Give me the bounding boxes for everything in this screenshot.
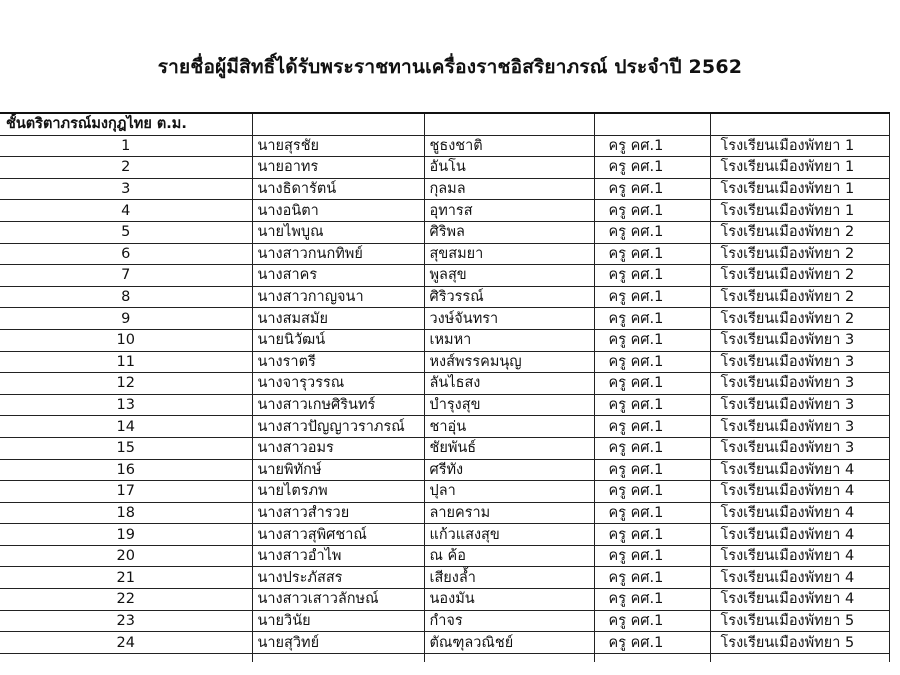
first-name-cell: นางประภัสสร: [252, 567, 424, 589]
last-name-cell: ชูธงชาติ: [424, 135, 594, 157]
position-cell: ครู คศ.1: [594, 394, 710, 416]
position-cell: ครู คศ.1: [594, 200, 710, 222]
row-number-cell: 1: [0, 135, 252, 157]
last-name-cell: ลายคราม: [424, 502, 594, 524]
position-cell: ครู คศ.1: [594, 329, 710, 351]
table-row: [0, 221, 889, 243]
school-name-cell: โรงเรียนเมืองพัทยา 4: [710, 567, 889, 589]
first-name-cell: นางสาวเสาวลักษณ์: [252, 589, 424, 611]
school-name-cell: โรงเรียนเมืองพัทยา 3: [710, 416, 889, 438]
school-name-cell: โรงเรียนเมืองพัทยา 1: [710, 157, 889, 179]
last-name-cell: แก้วแสงสุข: [424, 524, 594, 546]
position-cell: ครู คศ.1: [594, 178, 710, 200]
table-row: [0, 351, 889, 373]
row-number-cell: 23: [0, 610, 252, 632]
row-number-cell: 2: [0, 157, 252, 179]
school-name-cell: โรงเรียนเมืองพัทยา 5: [710, 632, 889, 654]
last-name-cell: ปุลา: [424, 481, 594, 503]
position-cell: ครู คศ.1: [594, 265, 710, 287]
table-row: [0, 481, 889, 503]
position-cell: ครู คศ.1: [594, 632, 710, 654]
school-name-cell: โรงเรียนเมืองพัทยา 4: [710, 502, 889, 524]
first-name-cell: นายอาทร: [252, 157, 424, 179]
first-name-cell: นายสุรชัย: [252, 135, 424, 157]
row-number-cell: 24: [0, 632, 252, 654]
table-row: [0, 329, 889, 351]
last-name-cell: อันโน: [424, 157, 594, 179]
first-name-cell: นางสาวกาญจนา: [252, 286, 424, 308]
table-row: [0, 416, 889, 438]
table-row: [0, 265, 889, 287]
position-cell: ครู คศ.1: [594, 308, 710, 330]
table-row: [0, 567, 889, 589]
first-name-cell: นางสาวกนกทิพย์: [252, 243, 424, 265]
school-name-cell: โรงเรียนเมืองพัทยา 1: [710, 200, 889, 222]
last-name-cell: หงส์พรรคมนุญ: [424, 351, 594, 373]
first-name-cell: นายวินัย: [252, 610, 424, 632]
position-cell: ครู คศ.1: [594, 545, 710, 567]
school-name-cell: โรงเรียนเมืองพัทยา 4: [710, 545, 889, 567]
last-name-cell: เสียงล้ำ: [424, 567, 594, 589]
row-number-cell: 11: [0, 351, 252, 373]
first-name-cell: นายไพบูณ: [252, 221, 424, 243]
last-name-cell: เหมหา: [424, 329, 594, 351]
first-name-cell: นางสมสมัย: [252, 308, 424, 330]
table-row: [0, 286, 889, 308]
first-name-cell: นายไตรภพ: [252, 481, 424, 503]
school-name-cell: โรงเรียนเมืองพัทยา 2: [710, 243, 889, 265]
position-cell: ครู คศ.1: [594, 373, 710, 395]
position-cell: ครู คศ.1: [594, 524, 710, 546]
last-name-cell: ณ ค้อ: [424, 545, 594, 567]
school-name-cell: โรงเรียนเมืองพัทยา 4: [710, 459, 889, 481]
table-row: [0, 610, 889, 632]
row-number-cell: 17: [0, 481, 252, 503]
row-number-cell: 10: [0, 329, 252, 351]
school-name-cell: โรงเรียนเมืองพัทยา 1: [710, 135, 889, 157]
position-cell: ครู คศ.1: [594, 221, 710, 243]
last-name-cell: อุทารส: [424, 200, 594, 222]
category-label: ชั้นตริตาภรณ์มงกุฎไทย ต.ม.: [0, 113, 252, 135]
row-number-cell: 9: [0, 308, 252, 330]
table-row: [0, 589, 889, 611]
first-name-cell: นางสาวอมร: [252, 437, 424, 459]
table-row: [0, 178, 889, 200]
school-name-cell: โรงเรียนเมืองพัทยา 3: [710, 394, 889, 416]
position-cell: ครู คศ.1: [594, 286, 710, 308]
first-name-cell: นายพิทักษ์: [252, 459, 424, 481]
position-cell: ครู คศ.1: [594, 243, 710, 265]
table-row: [0, 243, 889, 265]
table-row: [0, 524, 889, 546]
last-name-cell: ศรีทัง: [424, 459, 594, 481]
last-name-cell: ศิริพล: [424, 221, 594, 243]
position-cell: ครู คศ.1: [594, 351, 710, 373]
school-name-cell: โรงเรียนเมืองพัทยา 5: [710, 610, 889, 632]
school-name-cell: โรงเรียนเมืองพัทยา 4: [710, 589, 889, 611]
table-row: [0, 459, 889, 481]
first-name-cell: นางอนิตา: [252, 200, 424, 222]
last-name-cell: ลันไธสง: [424, 373, 594, 395]
row-number-cell: 4: [0, 200, 252, 222]
table-row: [0, 545, 889, 567]
first-name-cell: นางสาคร: [252, 265, 424, 287]
table-row: [0, 200, 889, 222]
school-name-cell: โรงเรียนเมืองพัทยา 4: [710, 524, 889, 546]
row-number-cell: 7: [0, 265, 252, 287]
row-number-cell: 20: [0, 545, 252, 567]
first-name-cell: นางสาวอำไพ: [252, 545, 424, 567]
first-name-cell: นางราตรี: [252, 351, 424, 373]
position-cell: ครู คศ.1: [594, 416, 710, 438]
table-row: [0, 632, 889, 654]
position-cell: ครู คศ.1: [594, 481, 710, 503]
row-number-cell: 13: [0, 394, 252, 416]
row-number-cell: 5: [0, 221, 252, 243]
first-name-cell: นายสุวิทย์: [252, 632, 424, 654]
last-name-cell: พูลสุข: [424, 265, 594, 287]
row-number-cell: 22: [0, 589, 252, 611]
school-name-cell: โรงเรียนเมืองพัทยา 2: [710, 221, 889, 243]
category-row: [0, 113, 889, 135]
row-number-cell: 6: [0, 243, 252, 265]
last-name-cell: กุลมล: [424, 178, 594, 200]
recipients-table: [0, 112, 890, 662]
position-cell: ครู คศ.1: [594, 459, 710, 481]
first-name-cell: นางสาวเกษศิรินทร์: [252, 394, 424, 416]
table-row: [0, 502, 889, 524]
first-name-cell: นางธิดารัตน์: [252, 178, 424, 200]
row-number-cell: 3: [0, 178, 252, 200]
first-name-cell: นายนิวัฒน์: [252, 329, 424, 351]
position-cell: ครู คศ.1: [594, 589, 710, 611]
table-row: [0, 157, 889, 179]
last-name-cell: นองมัน: [424, 589, 594, 611]
row-number-cell: 21: [0, 567, 252, 589]
last-name-cell: ตัณฑุลวณิชย์: [424, 632, 594, 654]
school-name-cell: โรงเรียนเมืองพัทยา 2: [710, 265, 889, 287]
row-number-cell: 14: [0, 416, 252, 438]
spreadsheet: [0, 112, 900, 662]
last-name-cell: ชัยพันธ์: [424, 437, 594, 459]
school-name-cell: โรงเรียนเมืองพัทยา 3: [710, 373, 889, 395]
school-name-cell: โรงเรียนเมืองพัทยา 3: [710, 329, 889, 351]
school-name-cell: โรงเรียนเมืองพัทยา 3: [710, 351, 889, 373]
position-cell: ครู คศ.1: [594, 157, 710, 179]
school-name-cell: โรงเรียนเมืองพัทยา 1: [710, 178, 889, 200]
last-name-cell: สุขสมยา: [424, 243, 594, 265]
table-row: [0, 373, 889, 395]
last-name-cell: ชาอุ่น: [424, 416, 594, 438]
school-name-cell: โรงเรียนเมืองพัทยา 3: [710, 437, 889, 459]
last-name-cell: ศิริวรรณ์: [424, 286, 594, 308]
table-row: [0, 437, 889, 459]
row-number-cell: 18: [0, 502, 252, 524]
table-row-partial: [0, 653, 889, 662]
last-name-cell: กำจร: [424, 610, 594, 632]
school-name-cell: โรงเรียนเมืองพัทยา 4: [710, 481, 889, 503]
first-name-cell: นางสาวสุพิศชาณ์: [252, 524, 424, 546]
position-cell: ครู คศ.1: [594, 567, 710, 589]
row-number-cell: 15: [0, 437, 252, 459]
row-number-cell: 12: [0, 373, 252, 395]
school-name-cell: โรงเรียนเมืองพัทยา 2: [710, 286, 889, 308]
first-name-cell: นางจารุวรรณ: [252, 373, 424, 395]
school-name-cell: โรงเรียนเมืองพัทยา 2: [710, 308, 889, 330]
position-cell: ครู คศ.1: [594, 135, 710, 157]
row-number-cell: 16: [0, 459, 252, 481]
first-name-cell: นางสาวสำรวย: [252, 502, 424, 524]
page-title: รายชื่อผู้มีสิทธิ์ได้รับพระราชทานเครื่องราชอิสริยาภรณ์ ประจำปี 2562: [157, 56, 743, 78]
row-number-cell: 19: [0, 524, 252, 546]
table-row: [0, 135, 889, 157]
row-number-cell: 8: [0, 286, 252, 308]
position-cell: ครู คศ.1: [594, 502, 710, 524]
last-name-cell: บำรุงสุข: [424, 394, 594, 416]
first-name-cell: นางสาวปัญญาวราภรณ์: [252, 416, 424, 438]
position-cell: ครู คศ.1: [594, 437, 710, 459]
position-cell: ครู คศ.1: [594, 610, 710, 632]
table-row: [0, 308, 889, 330]
last-name-cell: วงษ์จันทรา: [424, 308, 594, 330]
table-row: [0, 394, 889, 416]
